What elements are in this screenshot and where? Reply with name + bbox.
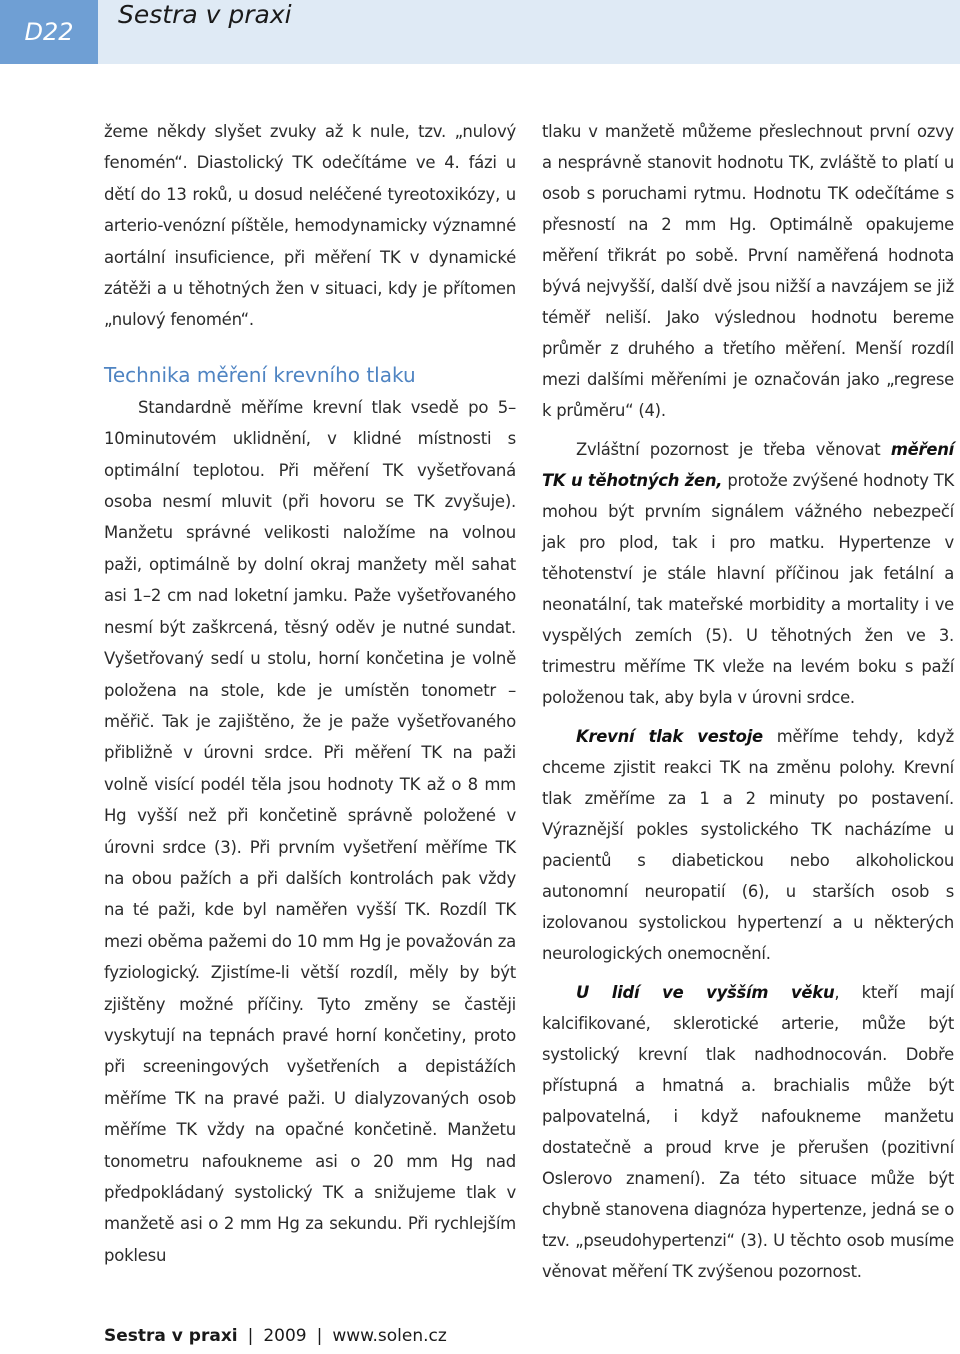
elderly-text: , kteří mají kalcifikované, sklerotické arterie, může být systolický krevní tlak nadhodnocován. Dobře přístupná a hmatná a. brachialis může být palpovatelná, i když nafoukneme manžetu dostatečně a proud krve je přerušen (pozitivní Oslerovo znamení). Za této situace může být chybně stanovena diagnóza hypertenze, jedná se o tzv. „pseudohypertenzi“ (3). U těchto osob musíme věnovat měření TK zvýšenou pozornost. <box>542 983 954 1281</box>
footer-separator: | <box>316 1326 323 1346</box>
footer-journal: Sestra v praxi <box>104 1326 238 1346</box>
paragraph-standing <box>542 721 954 969</box>
page-code: D22 <box>0 0 98 64</box>
elderly-emphasis: U lidí ve vyšším věku <box>576 983 835 1002</box>
standing-text: měříme tehdy, když chceme zjistit reakci TK na změnu polohy. Krevní tlak změříme za 1 a 2 minuty po postavení. Výraznější pokles systolického TK nacházíme u pacientů s diabetickou nebo alkoholickou autonomní neuropatií (6), u starších osob s izolovanou systolickou hypertenzí a u některých neurologických onemocnění. <box>542 727 955 963</box>
section-title: Sestra v praxi <box>118 0 292 29</box>
right-column <box>542 116 954 1287</box>
page-footer <box>104 1326 447 1346</box>
paragraph-elderly <box>542 977 954 1287</box>
pregnancy-lead: Zvláštní pozornost je třeba věnovat <box>576 440 891 459</box>
footer-website[interactable]: www.solen.cz <box>332 1326 447 1346</box>
paragraph-pregnancy <box>542 434 954 713</box>
section-heading: Technika měření krevního tlaku <box>104 362 416 387</box>
footer-separator: | <box>247 1326 254 1346</box>
header-bar <box>98 0 960 64</box>
pregnancy-emphasis: měření TK u těhotných žen, <box>542 440 954 490</box>
footer-year: 2009 <box>263 1326 307 1346</box>
left-column <box>104 116 516 1271</box>
intro-paragraph: žeme někdy slyšet zvuky až k nule, tzv. „nulový fenomén“. Diastolický TK odečítáme ve 4. fázi u dětí do 13 roků, u dosud neléčené tyreotoxikózy, u arterio-venózní píštěle, hemodynamicky významné aortální insuficience, při měření TK v dynamické zátěži a u těhotných žen v situaci, kdy je přítomen „nulový fenomén“. <box>104 122 516 330</box>
paragraph-rhythm: tlaku v manžetě můžeme přeslechnout první ozvy a nesprávně stanovit hodnotu TK, zvláště to platí u osob s poruchami rytmu. Hodnotu TK odečítáme s přesností na 2 mm Hg. Optimálně opakujeme měření třikrát po sobě. První naměřená hodnota bývá nejvyšší, další dvě jsou nižší a navzájem se již téměř neliší. Jako výslednou hodnotu bereme průměr z druhého a třetího měření. Menší rozdíl mezi dalšími měřeními je označován jako „regrese k průměru“ (4). <box>542 122 954 420</box>
page-header <box>0 0 960 64</box>
technique-paragraph: Standardně měříme krevní tlak vsedě po 5–10minutovém uklidnění, v klidné místnosti s optimální teplotou. Při měření TK vyšetřovaná osoba nesmí mluvit (při hovoru se TK zvyšuje). Manžetu správné velikosti naložíme na volnou paži, optimálně by dolní okraj manžety měl sahat asi 1–2 cm nad loketní jamku. Paže vyšetřovaného nesmí být zaškrcená, těsný oděv je nutné sundat. Vyšetřovaný sedí u stolu, horní končetina je volně položena na stole, kde je umístěn tonometr – měřič. Tak je zajištěno, že je paže vyšetřovaného přibližně v úrovni srdce. Při měření TK na paži volně visící podél těla jsou hodnoty TK až o 8 mm Hg vyšší než při končetině správně položené v úrovni srdce (3). Při prvním vyšetření měříme TK na obou pažích a při dalších kontrolách pak vždy na té paži, kde byl naměřen vyšší TK. Rozdíl TK mezi oběma pažemi do 10 mm Hg je považován za fyziologický. Zjistíme-li větší rozdíl, měly by být zjištěny možné příčiny. Tyto změny se častěji vyskytují na tepnách pravé horní končetiny, proto při screeningových vyšetřeních a depistážích měříme TK na pravé paži. U dialyzovaných osob měříme TK vždy na opačné končetině. Manžetu tonometru nafoukneme asi o 20 mm Hg nad předpokládaný systolický TK a snižujeme tlak v manžetě asi o 2 mm Hg za sekundu. Při rychlejším poklesu <box>104 397 517 1265</box>
pregnancy-text: protože zvýšené hodnoty TK mohou být prvním signálem vážného nebezpečí jak pro plod, tak i pro matku. Hypertenze v těhotenství je stále hlavní příčinou jak fetální a neonatální, tak mateřské morbidity a mortality i ve vyspělých zemích (5). U těhotných žen ve 3. trimestru měříme TK vleže na levém boku s paží položenou tak, aby byla v úrovni srdce. <box>542 471 954 707</box>
standing-emphasis: Krevní tlak vestoje <box>576 727 763 746</box>
